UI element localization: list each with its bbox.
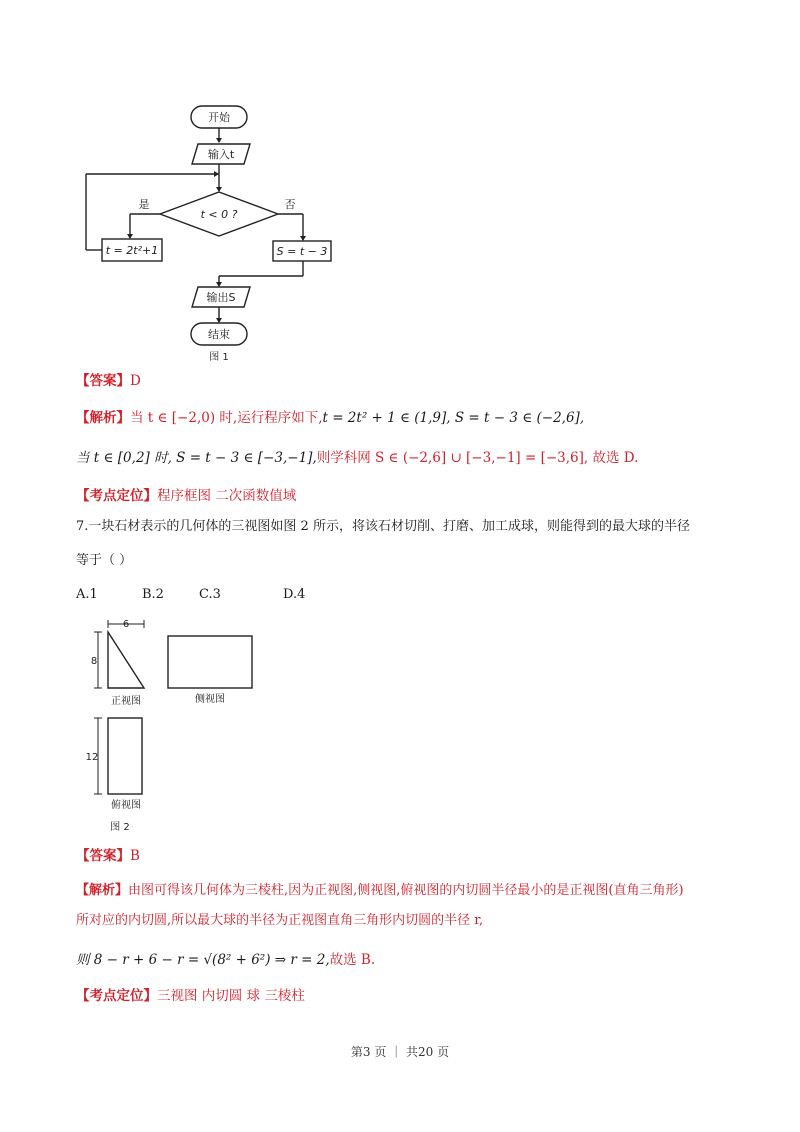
flowchart-no-label: 否 [284,198,296,211]
front-view-triangle [108,632,144,688]
q6-point [76,487,296,505]
top-view-label: 俯视图 [111,800,141,811]
dim-left-8: 8 [90,656,98,667]
q6-answer-value: D [130,373,141,389]
dim-top-6: 6 [122,619,130,630]
q7-analysis-tag: 【解析】 [76,883,129,898]
q7-option-b: B.2 [142,587,164,602]
q6-analysis-text2: 则学科网 S ∈ (−2,6] ∪ [−3,−1] = [−3,6], 故选 D. [316,450,639,466]
flowchart-yes-text: t = 2t²+1 [105,244,159,257]
figure2-caption: 图 2 [110,822,130,833]
page-footer [0,1043,800,1060]
q6-point-tag: 【考点定位】 [76,488,157,504]
q7-options [76,586,305,604]
flowchart-figure [78,96,338,366]
flowchart-no-text: S = t − 3 [276,245,328,258]
q7-answer-value: B [130,848,140,864]
flowchart-yes-label: 是 [138,198,150,211]
three-view-figure [84,614,304,838]
q7-stem-line2 [76,552,132,570]
q7-point-tag: 【考点定位】 [76,988,157,1004]
flowchart-input-text: 输入t [207,148,235,161]
q7-analysis-text1: 由图可得该几何体为三棱柱,因为正视图,侧视图,俯视图的内切圆半径最小的是正视图(直角三角形) [128,883,684,898]
flowchart-output-text: 输出S [206,291,236,304]
q7-answer-tag: 【答案】 [76,848,130,864]
q6-analysis-math1: t = 2t² + 1 ∈ (1,9], S = t − 3 ∈ (−2,6], [322,410,585,426]
q6-analysis-tag: 【解析】 [76,410,130,426]
q7-analysis-line3 [76,951,375,969]
q6-analysis-line2 [76,449,638,467]
flowchart-start-text: 开始 [208,111,230,124]
page-number: 第3 页 ｜ 共20 页 [350,1045,450,1059]
flowchart-svg [78,96,338,366]
q6-analysis-math2: 当 t ∈ [0,2] 时, S = t − 3 ∈ [−3,−1], [76,450,317,466]
front-view-label: 正视图 [111,696,141,707]
q7-answer [76,847,140,865]
q7-analysis-math3: 则 8 − r + 6 − r = √(8² + 6²) ⇒ r = 2, [76,952,330,968]
q6-analysis-text1: 当 t ∈ [−2,0) 时,运行程序如下, [130,410,323,426]
three-view-svg [84,614,304,838]
flowchart-end-text: 结束 [208,328,230,341]
flowchart-condition-text: t < 0 ? [200,208,238,221]
q7-stem-text1: 7.一块石材表示的几何体的三视图如图 2 所示，将该石材切削、打磨、加工成球，则能得到的最大球的半径 [76,519,690,534]
side-view-rect [168,636,252,688]
q7-option-d: D.4 [283,587,306,602]
q6-answer [76,372,141,390]
q7-analysis-line2 [76,912,483,930]
q7-option-a: A.1 [76,587,98,602]
top-view-rect [108,718,142,794]
dim-left-12: 12 [85,752,99,763]
q7-analysis-text2: 所对应的内切圆,所以最大球的半径为正视图直角三角形内切圆的半径 r, [76,913,484,928]
q6-analysis-line1 [76,409,584,427]
side-view-label: 侧视图 [195,694,225,705]
q7-stem-text2: 等于（ ） [76,553,133,568]
q7-analysis-text3: 故选 B. [329,952,376,968]
q6-point-text: 程序框图 二次函数值域 [157,488,297,504]
q7-analysis-line1 [76,882,684,900]
flowchart-caption: 图 1 [209,352,229,363]
q7-stem-line1 [76,518,690,536]
q6-answer-tag: 【答案】 [76,373,130,389]
q7-option-c: C.3 [199,587,221,602]
q7-point-text: 三视图 内切圆 球 三棱柱 [157,988,305,1004]
q7-point [76,987,305,1005]
